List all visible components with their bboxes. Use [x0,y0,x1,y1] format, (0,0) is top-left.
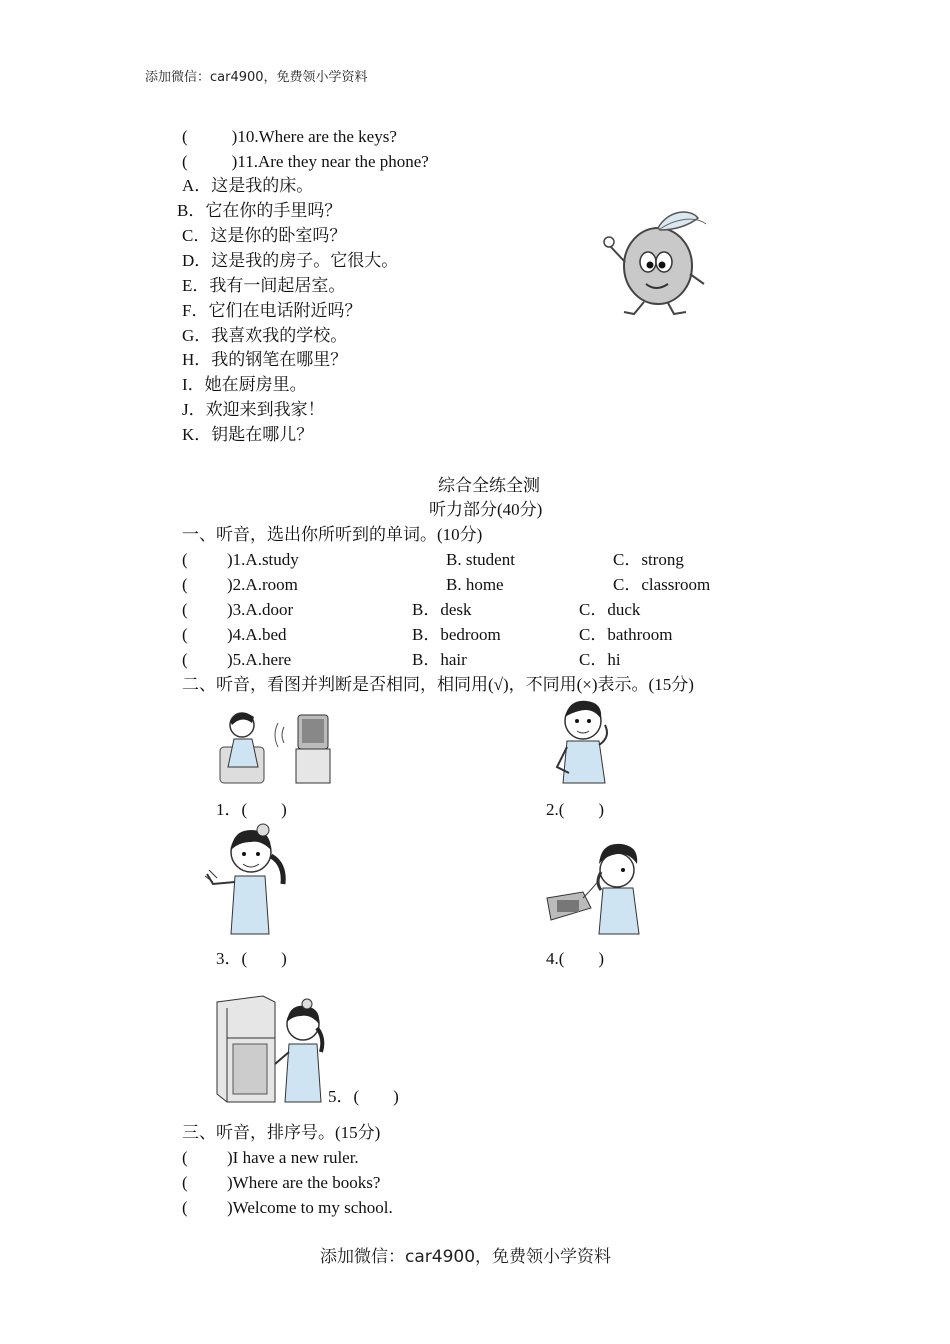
option-i: I．她在厨房里。 [182,375,307,394]
s1-row5-a: )5.A.here [227,650,292,669]
section2-heading: 二、听音，看图并判断是否相同，相同用(√)，不同用(×)表示。(15分) [182,675,694,694]
s1-row3-blank: ( [182,600,188,619]
s3-item2-blank: ( [182,1173,188,1192]
question-11: ( )11.Are they near the phone? [182,152,429,171]
option-d: D．这是我的房子。它很大。 [182,251,399,270]
picture-5-label: 5．( ) [328,1087,399,1106]
s1-row5-c: C．hi [579,650,621,669]
section1-heading: 一、听音，选出你所听到的单词。(10分) [182,525,483,544]
picture-3-girl-clapping [199,820,304,936]
test-subtitle: 听力部分(40分) [429,500,543,519]
s1-row4-b: B．bedroom [412,625,501,644]
footer-note: 添加微信：car4900，免费领小学资料 [320,1247,612,1267]
orange-mascot-image [598,204,728,319]
picture-2-label: 2.( ) [546,800,605,819]
s1-row4-c: C．bathroom [579,625,673,644]
s3-item3-blank: ( [182,1198,188,1217]
s1-row1-blank: ( [182,550,188,569]
option-c: C．这是你的卧室吗？ [182,226,347,245]
option-k: K．钥匙在哪儿？ [182,425,314,444]
picture-5-girl-fridge [213,994,327,1104]
s1-row5-blank: ( [182,650,188,669]
s1-row2-b: B. home [446,575,504,594]
picture-2-boy [545,695,627,785]
s1-row3-b: B．desk [412,600,472,619]
option-j: J．欢迎来到我家！ [182,400,325,419]
picture-1-label: 1．( ) [216,800,287,819]
s3-item2: )Where are the books? [227,1173,381,1192]
picture-1-girl-tv [218,703,333,785]
s3-item3: )Welcome to my school. [227,1198,393,1217]
s1-row2-a: )2.A.room [227,575,298,594]
s1-row1-a: )1.A.study [227,550,299,569]
question-10: ( )10.Where are the keys? [182,127,397,146]
s1-row1-b: B. student [446,550,515,569]
option-a: A．这是我的床。 [182,176,314,195]
test-title: 综合全练全测 [438,476,540,495]
s1-row4-a: )4.A.bed [227,625,287,644]
s1-row2-c: C．classroom [613,575,711,594]
s1-row5-b: B．hair [412,650,467,669]
s1-row3-a: )3.A.door [227,600,294,619]
option-f: F．它们在电话附近吗？ [182,301,362,320]
section3-heading: 三、听音，排序号。(15分) [182,1123,381,1142]
option-h: H．我的钢笔在哪里？ [182,350,348,369]
s1-row1-c: C．strong [613,550,684,569]
picture-4-label: 4.( ) [546,949,605,968]
s3-item1: )I have a new ruler. [227,1148,359,1167]
option-e: E．我有一间起居室。 [182,276,346,295]
s1-row4-blank: ( [182,625,188,644]
header-note: 添加微信：car4900，免费领小学资料 [145,70,368,85]
option-g: G．我喜欢我的学校。 [182,326,348,345]
picture-4-boy-phone [543,828,648,935]
option-b: B．它在你的手里吗？ [177,201,342,220]
s3-item1-blank: ( [182,1148,188,1167]
s1-row2-blank: ( [182,575,188,594]
picture-3-label: 3．( ) [216,949,287,968]
s1-row3-c: C．duck [579,600,641,619]
